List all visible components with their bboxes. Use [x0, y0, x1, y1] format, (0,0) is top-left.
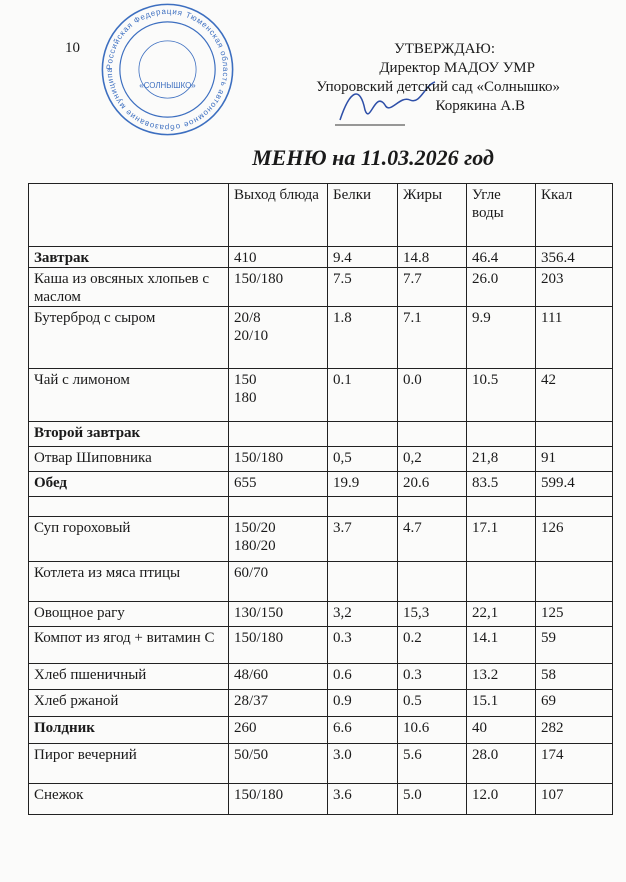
cell-yield: 20/8 20/10	[229, 307, 328, 369]
cell-dish: Отвар Шиповника	[29, 447, 229, 472]
cell-carbs: 21,8	[467, 447, 536, 472]
cell-fat: 5.6	[398, 744, 467, 784]
cell-protein: 3.6	[328, 784, 398, 815]
table-row	[29, 664, 613, 690]
cell-dish: Второй завтрак	[29, 422, 229, 447]
table-header-row	[29, 184, 613, 247]
cell-yield: 150/180	[229, 784, 328, 815]
cell-carbs	[467, 422, 536, 447]
cell-carbs: 83.5	[467, 472, 536, 497]
table-row	[29, 784, 613, 815]
table-row	[29, 369, 613, 422]
menu-table	[28, 183, 613, 815]
cell-fat: 0.0	[398, 369, 467, 422]
cell-yield: 655	[229, 472, 328, 497]
cell-fat	[398, 497, 467, 517]
cell-fat: 7.7	[398, 268, 467, 307]
table-row	[29, 627, 613, 664]
cell-kcal: 125	[536, 602, 613, 627]
cell-dish: Чай с лимоном	[29, 369, 229, 422]
table-row	[29, 268, 613, 307]
table-row	[29, 690, 613, 717]
cell-kcal	[536, 422, 613, 447]
page-number: 10	[65, 40, 80, 56]
cell-carbs: 22,1	[467, 602, 536, 627]
cell-dish: Каша из овсяных хлопьев с маслом	[29, 268, 229, 307]
table-row	[29, 497, 613, 517]
cell-fat: 5.0	[398, 784, 467, 815]
cell-fat: 0.2	[398, 627, 467, 664]
cell-yield: 150/180	[229, 447, 328, 472]
cell-fat: 15,3	[398, 602, 467, 627]
cell-protein	[328, 497, 398, 517]
cell-yield: 410	[229, 247, 328, 268]
cell-carbs: 40	[467, 717, 536, 744]
cell-dish: Завтрак	[29, 247, 229, 268]
table-row	[29, 472, 613, 497]
cell-carbs: 12.0	[467, 784, 536, 815]
cell-dish: Обед	[29, 472, 229, 497]
stamp-ring-text: Российская Федерация Тюменская область автономное образование муниципа	[104, 6, 231, 133]
cell-carbs: 10.5	[467, 369, 536, 422]
table-row	[29, 447, 613, 472]
cell-fat: 14.8	[398, 247, 467, 268]
cell-kcal: 91	[536, 447, 613, 472]
cell-protein: 3.0	[328, 744, 398, 784]
cell-yield: 150/20 180/20	[229, 517, 328, 562]
cell-protein: 7.5	[328, 268, 398, 307]
cell-fat: 0.3	[398, 664, 467, 690]
stamp-center-text: «СОЛНЫШКО»	[139, 80, 196, 90]
cell-yield: 260	[229, 717, 328, 744]
cell-protein: 3.7	[328, 517, 398, 562]
cell-yield: 150 180	[229, 369, 328, 422]
cell-carbs: 26.0	[467, 268, 536, 307]
approval-organization: Упоровский детский сад «Солнышко»	[316, 79, 560, 95]
approval-heading: УТВЕРЖДАЮ:	[394, 41, 495, 57]
cell-carbs: 13.2	[467, 664, 536, 690]
header-fat: Жиры	[398, 184, 467, 247]
cell-kcal: 111	[536, 307, 613, 369]
header-carbs: Угле воды	[467, 184, 536, 247]
cell-protein: 0.3	[328, 627, 398, 664]
cell-carbs: 15.1	[467, 690, 536, 717]
table-row	[29, 422, 613, 447]
cell-protein: 0.1	[328, 369, 398, 422]
cell-protein: 3,2	[328, 602, 398, 627]
cell-kcal: 107	[536, 784, 613, 815]
cell-carbs: 46.4	[467, 247, 536, 268]
header-yield: Выход блюда	[229, 184, 328, 247]
cell-kcal: 174	[536, 744, 613, 784]
cell-yield: 150/180	[229, 268, 328, 307]
cell-kcal	[536, 562, 613, 602]
cell-yield	[229, 422, 328, 447]
cell-carbs: 14.1	[467, 627, 536, 664]
cell-fat	[398, 562, 467, 602]
cell-yield: 28/37	[229, 690, 328, 717]
cell-kcal: 42	[536, 369, 613, 422]
table-row	[29, 602, 613, 627]
approval-position: Директор МАДОУ УМР	[379, 60, 535, 76]
cell-kcal	[536, 497, 613, 517]
cell-fat: 0.5	[398, 690, 467, 717]
cell-yield: 50/50	[229, 744, 328, 784]
cell-dish: Полдник	[29, 717, 229, 744]
cell-protein: 9.4	[328, 247, 398, 268]
cell-yield: 130/150	[229, 602, 328, 627]
table-row	[29, 744, 613, 784]
cell-yield: 60/70	[229, 562, 328, 602]
table-row	[29, 247, 613, 268]
cell-carbs: 9.9	[467, 307, 536, 369]
cell-protein	[328, 562, 398, 602]
cell-kcal: 356.4	[536, 247, 613, 268]
table-row	[29, 562, 613, 602]
cell-dish	[29, 497, 229, 517]
cell-kcal: 58	[536, 664, 613, 690]
cell-kcal: 203	[536, 268, 613, 307]
table-row	[29, 517, 613, 562]
cell-carbs: 28.0	[467, 744, 536, 784]
cell-fat: 4.7	[398, 517, 467, 562]
cell-dish: Хлеб ржаной	[29, 690, 229, 717]
cell-yield: 48/60	[229, 664, 328, 690]
cell-carbs	[467, 497, 536, 517]
cell-kcal: 282	[536, 717, 613, 744]
cell-dish: Суп гороховый	[29, 517, 229, 562]
cell-yield	[229, 497, 328, 517]
cell-fat: 7.1	[398, 307, 467, 369]
page-title: МЕНЮ на 11.03.2026 год	[252, 145, 494, 170]
header-protein: Белки	[328, 184, 398, 247]
cell-dish: Компот из ягод + витамин С	[29, 627, 229, 664]
cell-dish: Овощное рагу	[29, 602, 229, 627]
cell-kcal: 59	[536, 627, 613, 664]
cell-dish: Хлеб пшеничный	[29, 664, 229, 690]
cell-dish: Пирог вечерний	[29, 744, 229, 784]
cell-protein	[328, 422, 398, 447]
approval-name: Корякина А.В	[435, 98, 525, 114]
cell-yield: 150/180	[229, 627, 328, 664]
cell-fat: 0,2	[398, 447, 467, 472]
cell-kcal: 69	[536, 690, 613, 717]
cell-protein: 0.9	[328, 690, 398, 717]
cell-kcal: 126	[536, 517, 613, 562]
cell-protein: 6.6	[328, 717, 398, 744]
cell-carbs	[467, 562, 536, 602]
cell-fat: 10.6	[398, 717, 467, 744]
cell-kcal: 599.4	[536, 472, 613, 497]
header-dish	[29, 184, 229, 247]
table-row	[29, 307, 613, 369]
cell-carbs: 17.1	[467, 517, 536, 562]
cell-protein: 0.6	[328, 664, 398, 690]
table-row	[29, 717, 613, 744]
cell-dish: Бутерброд с сыром	[29, 307, 229, 369]
approval-block	[260, 40, 590, 116]
cell-fat: 20.6	[398, 472, 467, 497]
cell-protein: 0,5	[328, 447, 398, 472]
cell-protein: 1.8	[328, 307, 398, 369]
cell-dish: Котлета из мяса птицы	[29, 562, 229, 602]
header-kcal: Ккал	[536, 184, 613, 247]
cell-fat	[398, 422, 467, 447]
cell-protein: 19.9	[328, 472, 398, 497]
official-stamp	[100, 2, 235, 137]
cell-dish: Снежок	[29, 784, 229, 815]
